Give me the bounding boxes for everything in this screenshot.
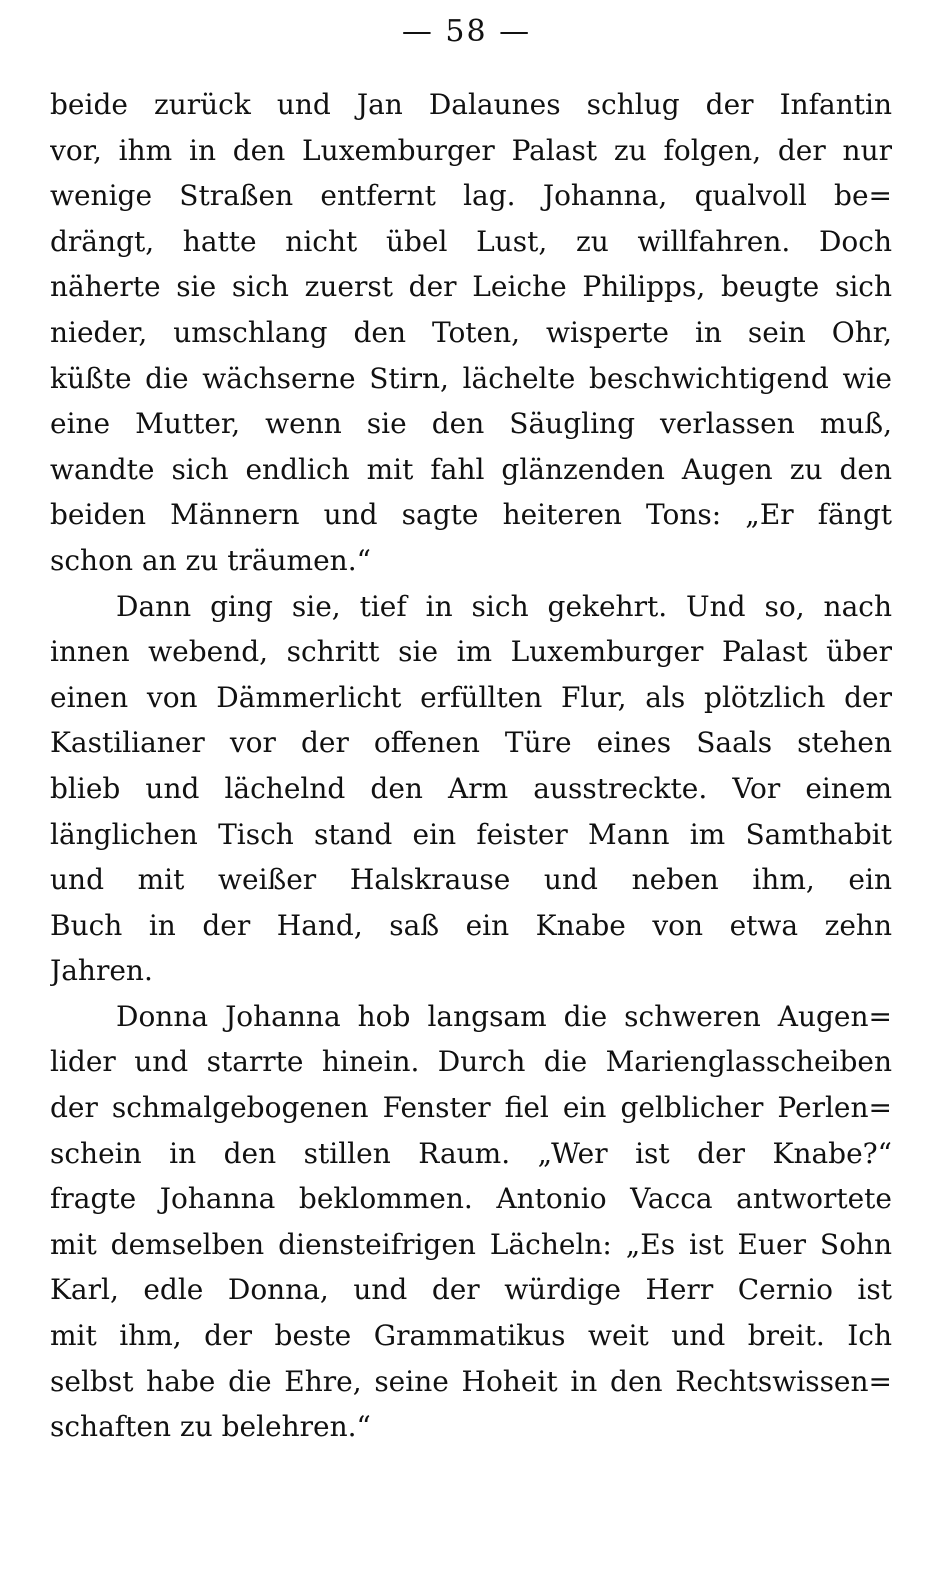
text-line: einen von Dämmerlicht erfüllten Flur, als plötzlich der: [50, 680, 892, 714]
text-line: Donna Johanna hob langsam die schweren Augen=: [116, 999, 892, 1033]
text-line: beide zurück und Jan Dalaunes schlug der Infantin: [50, 88, 892, 121]
text-line: selbst habe die Ehre, seine Hoheit in den Rechtswissen=: [50, 1364, 892, 1398]
text-line: Jahren.: [50, 954, 153, 988]
text-line: nieder, umschlang den Toten, wisperte in sein Ohr,: [50, 315, 892, 349]
text-line: länglichen Tisch stand ein feister Mann im Samthabit: [50, 817, 892, 851]
text-line: innen webend, schritt sie im Luxemburger Palast über: [50, 635, 892, 669]
text-line: und mit weißer Halskrause und neben ihm, ein: [50, 863, 892, 897]
text-line: fragte Johanna beklommen. Antonio Vacca antwortete: [50, 1182, 892, 1216]
text-line: schaften zu belehren.“: [50, 1410, 371, 1444]
text-line: Dann ging sie, tief in sich gekehrt. Und so, nach: [116, 589, 892, 623]
text-line: vor, ihm in den Luxemburger Palast zu folgen, der nur: [50, 133, 892, 167]
body-text: [50, 82, 892, 1450]
text-line: näherte sie sich zuerst der Leiche Philipps, beugte sich: [50, 270, 892, 304]
text-line: lider und starrte hinein. Durch die Marienglasscheiben: [50, 1045, 892, 1079]
text-line: Kastilianer vor der offenen Türe eines Saals stehen: [50, 726, 892, 760]
text-line: mit ihm, der beste Grammatikus weit und breit. Ich: [50, 1319, 892, 1353]
text-line: schein in den stillen Raum. „Wer ist der Knabe?“: [50, 1136, 892, 1170]
text-line: beiden Männern und sagte heiteren Tons: „Er fängt: [50, 498, 892, 532]
text-line: der schmalgebogenen Fenster fiel ein gelblicher Perlen=: [50, 1091, 892, 1125]
text-line: schon an zu träumen.“: [50, 543, 371, 577]
text-line: Karl, edle Donna, und der würdige Herr Cernio ist: [50, 1273, 892, 1307]
text-line: wandte sich endlich mit fahl glänzenden Augen zu den: [50, 452, 892, 486]
text-line: eine Mutter, wenn sie den Säugling verlassen muß,: [50, 407, 892, 441]
page-number: — 58 —: [401, 14, 532, 49]
text-line: wenige Straßen entfernt lag. Johanna, qualvoll be=: [50, 179, 892, 213]
text-line: Buch in der Hand, saß ein Knabe von etwa zehn: [50, 908, 892, 942]
text-line: mit demselben diensteifrigen Lächeln: „Es ist Euer Sohn: [50, 1227, 892, 1261]
text-line: drängt, hatte nicht übel Lust, zu willfahren. Doch: [50, 224, 892, 258]
text-line: küßte die wächserne Stirn, lächelte beschwichtigend wie: [50, 361, 892, 395]
text-line: blieb und lächelnd den Arm ausstreckte. Vor einem: [50, 771, 892, 805]
